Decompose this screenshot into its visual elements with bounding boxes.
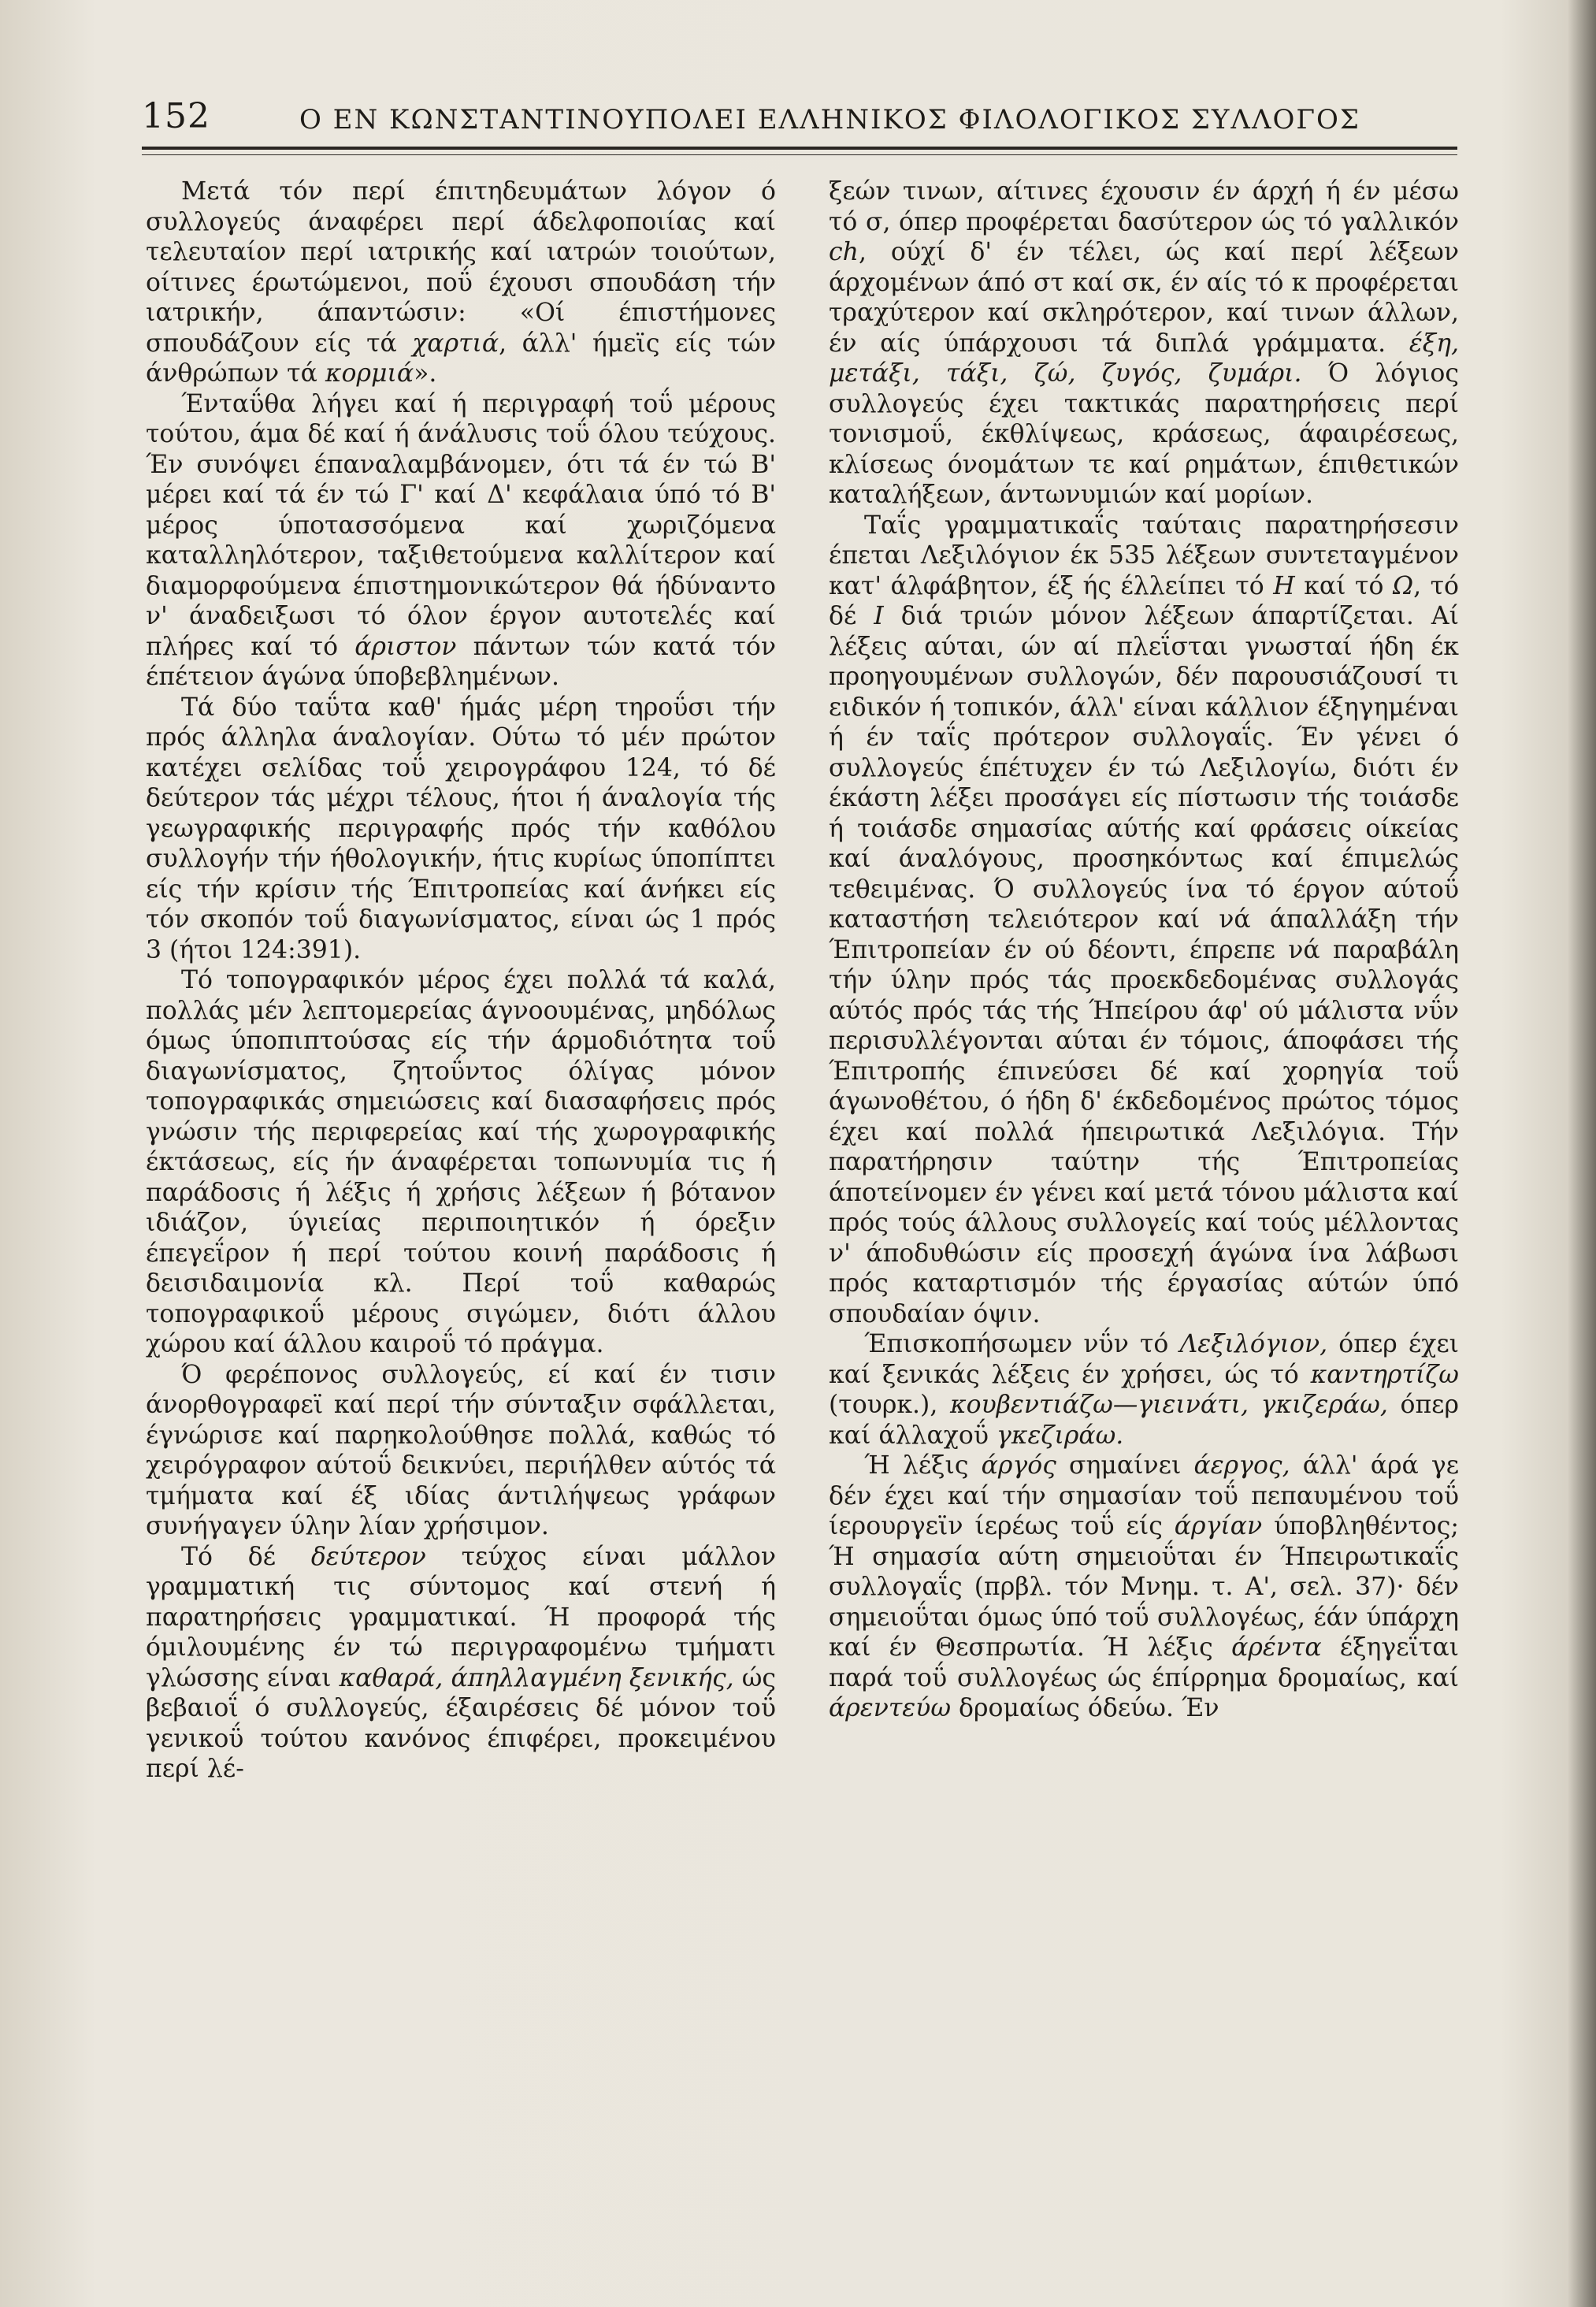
text-run: Ένταΰθα λήγει καί ή περιγραφή τοΰ μέρους τούτου, άμα δέ καί ή άνάλυσις τοΰ όλου τεύχους. Έν συνόψει έπαναλαμβάνομεν, ότι τά έν τώ Β' μέρει καί τά έν τώ Γ' καί Δ' κεφάλαια ύπό τό Β' μέρος ύποτασσόμενα καί χωριζόμενα καταλληλότερον, ταξιθετούμενα καλλίτερον καί διαμορφούμενα έπιστημονικώτερον θά ήδύναντο ν' άναδειξωσι τό όλον έργον αυτοτελές καί πλήρες καί τό — [146, 389, 776, 661]
header-rule-thick — [142, 147, 1457, 150]
italic-term: καντηρτίζω — [1310, 1360, 1459, 1389]
text-run: πάντων τών κατά τόν έπέτειον άγώνα ύποβεβλημένων. — [146, 632, 776, 691]
italic-term: δεύτερον — [310, 1542, 426, 1571]
paragraph — [146, 389, 776, 693]
text-run: δρομαίως όδεύω. Έν — [959, 1694, 1219, 1722]
text-run: διά τριών μόνον λέξεων άπαρτίζεται. Αί λέξεις αύται, ών αί πλεΐσται γνωσταί ήδη έκ προηγουμένων συλλογών, δέν παρουσιάζουσί τι ειδικόν ή τοπικόν, άλλ' είναι κάλλιον έξηγημέναι ή έν ταΐς πρότερον συλλογαΐς. Έν γένει ό συλλογεύς έπέτυχεν έν τώ Λεξιλογίω, διότι έν έκάστη λέξει προσάγει είς πίστωσιν τής τοιάσδε ή τοιάσδε σημασίας αύτής καί φράσεις οίκείας καί άναλόγους, προσηκόντως καί έπιμελώς τεθειμένας. Ό συλλογεύς ίνα τό έργον αύτοΰ καταστήση τελειότερον καί νά άπαλλάξη τήν Έπιτροπείαν έν ού δέοντι, έπρεπε νά παραβάλη τήν ύλην πρός τάς προεκδεδομένας συλλογάς αύτός πρός τάς τής Ήπείρου άφ' ού μάλιστα νΰν περισυλλέγονται αύται έν τόμοις, άποφάσει τής Έπιτροπής έπινεύσει δέ καί χορηγία τοΰ άγωνοθέτου, ό ήδη δ' έκδεδομένος πρώτος τόμος έχει καί πολλά ήπειρωτικά Λεξιλόγια. Τήν παρατήρησιν ταύτην τής Έπιτροπείας άποτείνομεν έν γένει καί μετά τόνου μάλιστα καί πρός τούς άλλους συλλογείς καί τούς μέλλοντας ν' άποδυθώσιν είς προσεχή άγώνα ίνα λάβωσι πρός καταρτισμόν τής έργασίας αύτών ύπό σπουδαίαν όψιν. — [829, 602, 1459, 1328]
paragraph: Τό τοπογραφικόν μέρος έχει πολλά τά καλά, πολλάς μέν λεπτομερείας άγνοουμένας, μηδόλως όμως ύποπιπτούσας είς τήν άρμοδιότητα τοΰ διαγωνίσματος, ζητοΰντος όλίγας μόνον τοπογραφικάς σημειώσεις καί διασαφήσεις πρός γνώσιν τής περιφερείας καί τής χωρογραφικής έκτάσεως, είς ήν άναφέρεται τοπωνυμία τις ή παράδοσις ή λέξις ή χρήσις λέξεων ή βότανον ιδιάζον, ύγιείας περιποιητικόν ή όρεξιν έπεγεΐρον ή περί τούτου κοινή παράδοσις ή δεισιδαιμονία κλ. Περί τοΰ καθαρώς τοπογραφικοΰ μέρους σιγώμεν, διότι άλλου χώρου καί άλλου καιροΰ τό πράγμα. — [146, 966, 776, 1358]
text-run: Έπισκοπήσωμεν νΰν τό — [864, 1330, 1169, 1358]
paragraph — [829, 1329, 1459, 1451]
paragraph — [146, 176, 776, 389]
text-run: τεύχος είναι μάλλον γραμματική τις σύντομος καί στενή ή παρατηρήσεις γραμματικαί. Ή προφορά τής όμιλουμένης έν τώ περιγραφομένω τμήματι γλώσσης είναι — [146, 1542, 776, 1692]
text-run: ξεών τινων, αίτινες έχουσιν έν άρχή ή έν μέσω τό σ, όπερ προφέρεται δασύτερον ώς τό γαλλικόν — [829, 177, 1459, 236]
paragraph: Τά δύο ταΰτα καθ' ήμάς μέρη τηροΰσι τήν πρός άλληλα άναλογίαν. Ούτω τό μέν πρώτον κατέχει σελίδας τοΰ χειρογράφου 124, τό δέ δεύτερον τάς μέχρι τέλους, ήτοι ή άναλογία τής γεωγραφικής περιγραφής πρός τήν καθόλου συλλογήν τήν ήθολογικήν, ήτις κυρίως ύποπίπτει είς τήν κρίσιν τής Έπιτροπείας καί άνήκει είς τόν σκοπόν τοΰ διαγωνίσματος, είναι ώς 1 πρός 3 (ήτοι 124:391). — [146, 693, 776, 964]
italic-term: έξη, μετάξι, τάξι, ζώ, ζυγός, ζυμάρι. — [829, 329, 1459, 388]
italic-term: Λεξιλόγιον, — [1179, 1330, 1328, 1358]
text-run: ώς βεβαιοΐ ό συλλογεύς, έξαιρέσεις δέ μόνον τοΰ γενικοΰ τούτου κανόνος έπιφέρει, προκειμένου περί λέ- — [146, 1663, 776, 1783]
paragraph — [829, 176, 1459, 511]
left-column — [146, 176, 776, 2272]
italic-term: κουβεντιάζω—γιεινάτι, γκιζεράω, — [949, 1391, 1388, 1419]
paragraph — [829, 1451, 1459, 1724]
italic-term: κορμιά — [325, 359, 414, 388]
text-run: όπερ έχει καί ξενικάς λέξεις έν χρήσει, ώς τό — [829, 1330, 1459, 1389]
text-run: άλλ' άρά γε δέν έχει καί τήν σημασίαν τοΰ πεπαυμένου τοΰ ίερουργεϊν ίερέως τοΰ είς — [829, 1451, 1459, 1540]
page-edge-shadow — [1568, 0, 1596, 2307]
text-run: όπερ καί άλλαχοΰ — [829, 1391, 1459, 1450]
italic-term: άρεντεύω — [829, 1694, 952, 1722]
text-run: σημαίνει — [1069, 1451, 1182, 1480]
text-run: , άλλ' ήμεϊς είς τών άνθρώπων τά — [146, 329, 776, 388]
italic-term: άργός — [981, 1451, 1056, 1480]
text-run: (τουρκ.), — [829, 1391, 938, 1419]
italic-term: Ι — [874, 602, 884, 630]
italic-term: καθαρά, άπηλλαγμένη ξενικής, — [339, 1663, 734, 1692]
italic-term: χαρτιά — [412, 329, 499, 358]
italic-term: γκεζιράω. — [997, 1421, 1124, 1450]
paragraph: Ό φερέπονος συλλογεύς, εί καί έν τισιν άνορθογραφεϊ καί περί τήν σύνταξιν σφάλλεται, έγνώρισε καί παρηκολούθησε πολλά, καθώς τό χειρόγραφον αύτοΰ δεικνύει, περιήλθεν αύτός τά τμήματα καί έξ ιδίας άντιλήψεως γράφων συνήγαγεν ύλην λίαν χρήσιμον. — [146, 1360, 776, 1540]
italic-term: άργίαν — [1174, 1512, 1263, 1540]
header-rule-thin — [142, 154, 1457, 155]
paragraph — [146, 1542, 776, 1785]
running-title: Ο ΕΝ ΚΩΝΣΤΑΝΤΙΝΟΥΠΟΛΕΙ ΕΛΛΗΝΙΚΟΣ ΦΙΛΟΛΟΓΙΚΟΣ ΣΥΛΛΟΓΟΣ — [299, 104, 1360, 136]
text-run: ύποβληθέντος; Ή σημασία αύτη σημειοΰται έν Ήπειρωτικαΐς συλλογαΐς (πρβλ. τόν Μνημ. τ. Α', σελ. 37)· δέν σημειοΰται όμως ύπό τοΰ συλλογέως, έάν ύπάρχη καί έν Θεσπρωτία. Ή λέξις — [829, 1512, 1459, 1662]
text-run: ». — [414, 359, 437, 388]
text-run: καί τό — [1304, 571, 1384, 600]
text-run: , ούχί δ' έν τέλει, ώς καί περί λέξεων άρχομένων άπό στ καί σκ, έν αίς τό κ προφέρεται τραχύτερον καί σκληρότερον, καί τινων άλλων, έν αίς ύπάρχουσι τά διπλά γράμματα. — [829, 238, 1459, 358]
text-run: Ή λέξις — [864, 1451, 969, 1480]
text-run: Ό λόγιος συλλογεύς έχει τακτικάς παρατηρήσεις περί τονισμοΰ, έκθλίψεως, κράσεως, άφαιρέσεως, κλίσεως όνομάτων τε καί ρημάτων, έπιθετικών καταλήξεων, άντωνυμιών καί μορίων. — [829, 359, 1459, 509]
italic-term: ch — [829, 238, 859, 266]
page-number: 152 — [142, 96, 210, 136]
italic-term: Η — [1273, 571, 1295, 600]
italic-term: άριστον — [354, 632, 457, 661]
text-run: Τό δέ — [181, 1542, 277, 1571]
text-run: έξηγεΐται παρά τοΰ συλλογέως ώς έπίρρημα δρομαίως, καί — [829, 1633, 1459, 1692]
italic-term: Ω — [1392, 571, 1414, 600]
italic-term: άρέντα — [1231, 1633, 1322, 1662]
text-run: Ταΐς γραμματικαΐς ταύταις παρατηρήσεσιν έπεται Λεξιλόγιον έκ 535 λέξεων συντεταγμένον κατ' άλφάβητον, έξ ής έλλείπει τό — [829, 511, 1459, 600]
italic-term: άεργος, — [1193, 1451, 1290, 1480]
page-header — [142, 93, 1457, 140]
text-run: , τό δέ — [829, 571, 1459, 630]
text-run: Μετά τόν περί έπιτηδευμάτων λόγον ό συλλογεύς άναφέρει περί άδελφοποιίας καί τελευταίον περί ιατρικής καί ιατρών τοιούτων, οίτινες έρωτώμενοι, ποΰ έχουσι σπουδάση τήν ιατρικήν, άπαντώσιν: «Οί έπιστήμονες σπουδάζουν είς τά — [146, 177, 776, 358]
right-column — [829, 176, 1459, 2272]
paragraph — [829, 511, 1459, 1330]
